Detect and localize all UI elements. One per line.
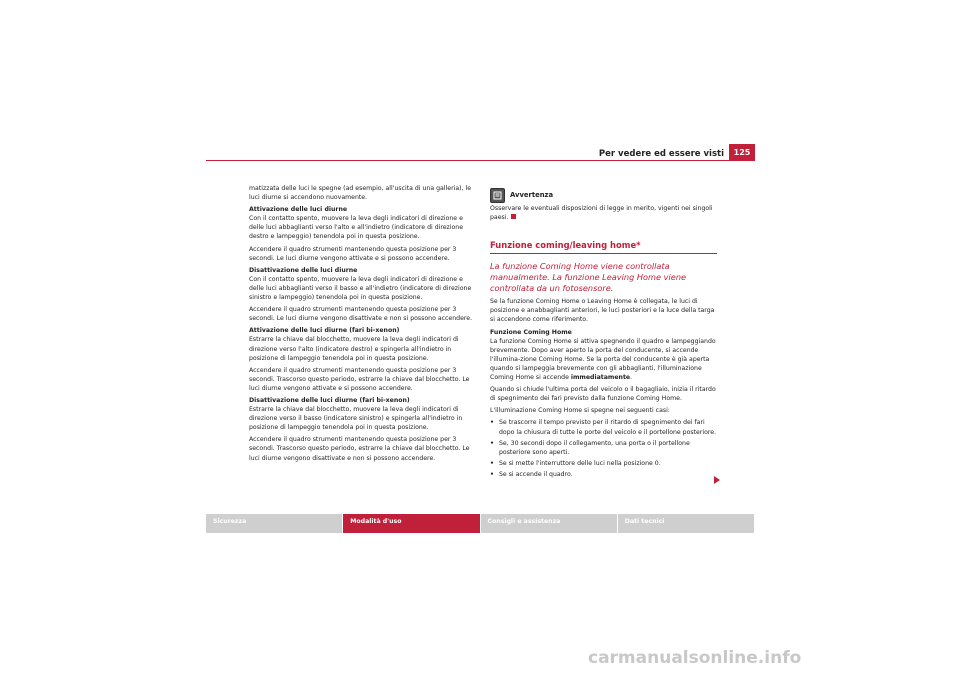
footer-nav: [206, 514, 755, 533]
note-header: [490, 188, 717, 203]
bullet-icon: •: [490, 419, 494, 427]
footer-tab-modalita-duso[interactable]: Modalità d'uso: [343, 514, 479, 533]
paragraph: Accendere il quadro strumenti mantenendo questa posizione per 3 secondi. Le luci diurne vengono attivate e si possono accendere.: [249, 245, 457, 262]
emphasis: immediatamente: [570, 374, 631, 382]
list-item: • Se trascorre il tempo previsto per il ritardo di spegnimento dei fari dopo la chiusura di tutte le porte del veicolo e il portellone posteriore.: [490, 419, 717, 436]
page-number: 125: [729, 144, 755, 161]
bullet-icon: •: [490, 439, 494, 447]
paragraph: Estrarre la chiave dal blocchetto, muovere la leva degli indicatori di direzione verso il basso (indicatore sinistro) e spingerla all'indietro in posizione di lampeggio tenendola poi in questa posizione.: [249, 406, 463, 432]
paragraph: Estrarre la chiave dal blocchetto, muovere la leva degli indicatori di direzione verso l'alto (indicatore destro) e spingerla all'indietro in posizione di lampeggio tenendola poi in questa posizione.: [249, 336, 459, 362]
subheading: Disattivazione delle luci diurne: [249, 266, 358, 274]
subheading: Disattivazione delle luci diurne (fari bi-xenon): [249, 396, 410, 404]
right-column: [490, 184, 717, 481]
paragraph: Accendere il quadro strumenti mantenendo questa posizione per 3 secondi. Trascorso questo periodo, estrarre la chiave dal blocchetto. Le luci diurne vengono attivate e si possono accendere.: [249, 366, 470, 392]
section-intro: La funzione Coming Home viene controllata manualmente. La funzione Leaving Home viene controllata da un fotosensore.: [490, 261, 687, 294]
subheading: Funzione Coming Home: [490, 328, 572, 336]
list-item: • Se si accende il quadro.: [490, 470, 573, 478]
subheading: Attivazione delle luci diurne (fari bi-xenon): [249, 327, 400, 335]
paragraph: Se la funzione Coming Home o Leaving Home è collegata, le luci di posizione e anabbaglianti anteriori, le luci posteriori e la luce della targa si accendono come riferimento.: [490, 298, 715, 324]
info-note-icon: [490, 188, 505, 203]
subheading: Attivazione delle luci diurne: [249, 206, 348, 214]
bullet-icon: •: [490, 459, 494, 467]
footer-tab-consigli-assistenza[interactable]: Consigli e assistenza: [481, 514, 617, 533]
bullet-icon: •: [490, 470, 494, 478]
footer-tab-sicurezza[interactable]: Sicurezza: [206, 514, 342, 533]
paragraph: matizzata delle luci le spegne (ad esempio, all'uscita di una galleria), le luci diurne si accendono nuovamente.: [249, 185, 472, 202]
paragraph: La funzione Coming Home si attiva spegnendo il quadro e lampeggiando brevemente. Dopo aver aperto la porta del conducente, si accende l'illumina-zione Coming Home. Se la porta del conducente è già aperta quando si lampeggia brevemente con gli abbaglianti, l'illuminazione Coming Home si accende immediatamente.: [490, 337, 716, 382]
paragraph: Con il contatto spento, muovere la leva degli indicatori di direzione e delle luci abbaglianti verso il basso e all'indietro (indicatore di direzione sinistro e lampeggio) tenendola poi in questa posizione.: [249, 275, 472, 302]
header-divider: [206, 160, 755, 161]
list-item: • Se, 30 secondi dopo il collegamento, una porta o il portellone posteriore sono aperti.: [490, 439, 690, 456]
note-title: Avvertenza: [510, 190, 554, 199]
footer-tab-dati-tecnici[interactable]: Dati tecnici: [618, 514, 754, 533]
paragraph: Con il contatto spento, muovere la leva degli indicatori di direzione e delle luci abbaglianti verso l'alto e all'indietro (indicatore di direzione destro e lampeggio) tenendola poi in questa posizione.: [249, 215, 464, 241]
paragraph: L'illuminazione Coming Home si spegne nei seguenti casi:: [490, 407, 670, 415]
continue-arrow-icon: [714, 476, 720, 484]
section-end-icon: [511, 214, 516, 219]
left-column: [249, 184, 473, 466]
page-header-title: Per vedere ed essere visti: [598, 149, 724, 159]
section-title: Funzione coming/leaving home*: [490, 241, 717, 254]
list-item: • Se si mette l'interruttore delle luci nella posizione 0.: [490, 459, 661, 467]
paragraph: Accendere il quadro strumenti mantenendo questa posizione per 3 secondi. Trascorso questo periodo, estrarre la chiave dal blocchetto. Le luci diurne vengono disattivate e non si possono accendere.: [249, 436, 470, 462]
paragraph: Accendere il quadro strumenti mantenendo questa posizione per 3 secondi. Le luci diurne vengono disattivate e non si possono accendere.: [249, 306, 473, 323]
paragraph: Quando si chiude l'ultima porta del veicolo o il bagagliaio, inizia il ritardo di spegnimento dei fari previsto dalla funzione Coming Home.: [490, 386, 716, 403]
note-text: Osservare le eventuali disposizioni di legge in merito, vigenti nei singoli paesi.: [490, 205, 713, 222]
watermark: carmanualsonline.info: [588, 648, 802, 668]
